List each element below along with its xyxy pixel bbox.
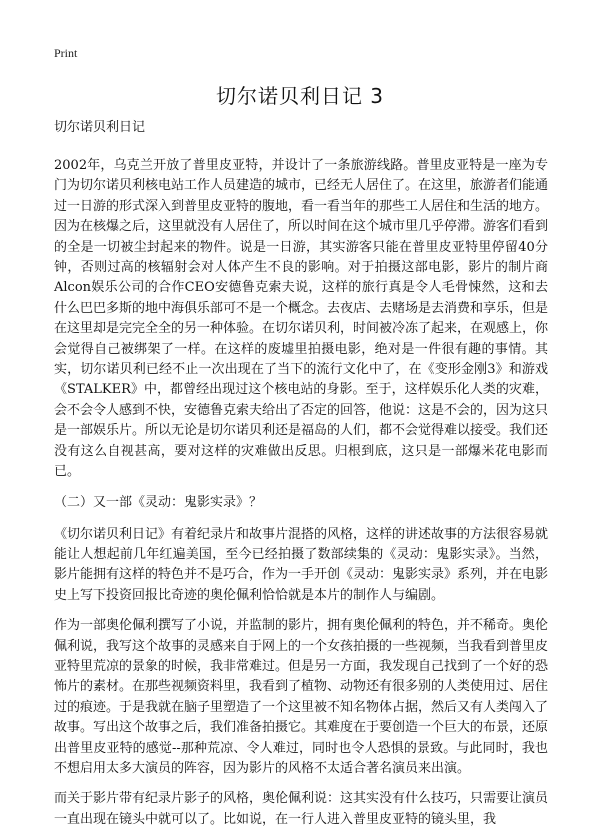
- page-title: 切尔诺贝利日记 3: [215, 84, 385, 108]
- print-link[interactable]: Print: [54, 46, 78, 60]
- paragraph-4: 而关于影片带有纪录片影子的风格，奥伦佩利说：这其实没有什么技巧，只需要让演员一直出现在镜头中就可以了。比如说，在一行人进入普里皮亚特的镜头里，我: [54, 791, 549, 827]
- paragraph-2: 《切尔诺贝利日记》有着纪录片和故事片混搭的风格，这样的讲述故事的方法很容易就能让人想起前几年红遍美国，至今已经拍摄了数部续集的《灵动：鬼影实录》。当然，影片能拥有这样的特色并不是巧合，作为一手开创《灵动：鬼影实录》系列，并在电影史上写下投资回报比奇迹的奥伦佩利恰恰就是本片的制作人与编剧。: [54, 526, 549, 603]
- article-body: [54, 118, 548, 840]
- paragraph-1: 2002年，乌克兰开放了普里皮亚特，并设计了一条旅游线路。普里皮亚特是一座为专门为切尔诺贝利核电站工作人员建造的城市，已经无人居住了。在这里，旅游者们能通过一日游的形式深入到普里皮亚特的腹地，看一看当年的那些工人居住和生活的地方。因为在核爆之后，这里就没有人居住了，所以时间在这个城市里几乎停滞。游客们看到的全是一切被尘封起来的物件。说是一日游，其实游客只能在普里皮亚特里停留40分钟，否则过高的核辐射会对人体产生不良的影响。对于拍摄这部电影，影片的制片商Alcon娱乐公司的合作CEO安德鲁克索夫说，这样的旅行真是令人毛骨悚然，这和去什么巴巴多斯的地中海俱乐部可不是一个概念。去夜店、去赌场是去消费和享乐，但是在这里却是完完全全的另一种体验。在切尔诺贝利，时间被冷冻了起来，在观感上，你会觉得自己被绑架了一样。在这样的废墟里拍摄电影，绝对是一件很有趣的事情。其实，切尔诺贝利已经不止一次出现在了当下的流行文化中了，在《变形金刚3》和游戏《STALKER》中，都曾经出现过这个核电站的身影。至于，这样娱乐化人类的灾难，会不会令人感到不快，安德鲁克索夫给出了否定的回答，他说：这是不会的，因为这只是一部娱乐片。所以无论是切尔诺贝利还是福岛的人们，都不会觉得难以接受。我们还没有这么自视甚高，要对这样的灾难做出反思。归根到底，这只是一部爆米花电影而已。: [54, 158, 549, 480]
- article-subtitle: 切尔诺贝利日记: [54, 120, 146, 135]
- section-heading: （二）又一部《灵动：鬼影实录》？: [54, 494, 263, 510]
- paragraph-3: 作为一部奥伦佩利撰写了小说，并监制的影片，拥有奥伦佩利的特色，并不稀奇。奥伦佩利说，我写这个故事的灵感来自于网上的一个女孩拍摄的一些视频，当我看到普里皮亚特里荒凉的景象的时候，我非常难过。但是另一方面，我发现自己找到了一个好的恐怖片的素材。在那些视频资料里，我看到了植物、动物还有很多别的人类使用过、居住过的痕迹。于是我就在脑子里塑造了一个这里被不知名物体占据，然后又有人类闯入了故事。写出这个故事之后，我们准备拍摄它。其难度在于要创造一个巨大的布景，还原出普里皮亚特的感觉--那种荒凉、令人难过，同时也令人恐惧的景致。与此同时，我也不想启用太多大演员的阵容，因为影片的风格不太适合著名演员来出演。: [54, 618, 549, 776]
